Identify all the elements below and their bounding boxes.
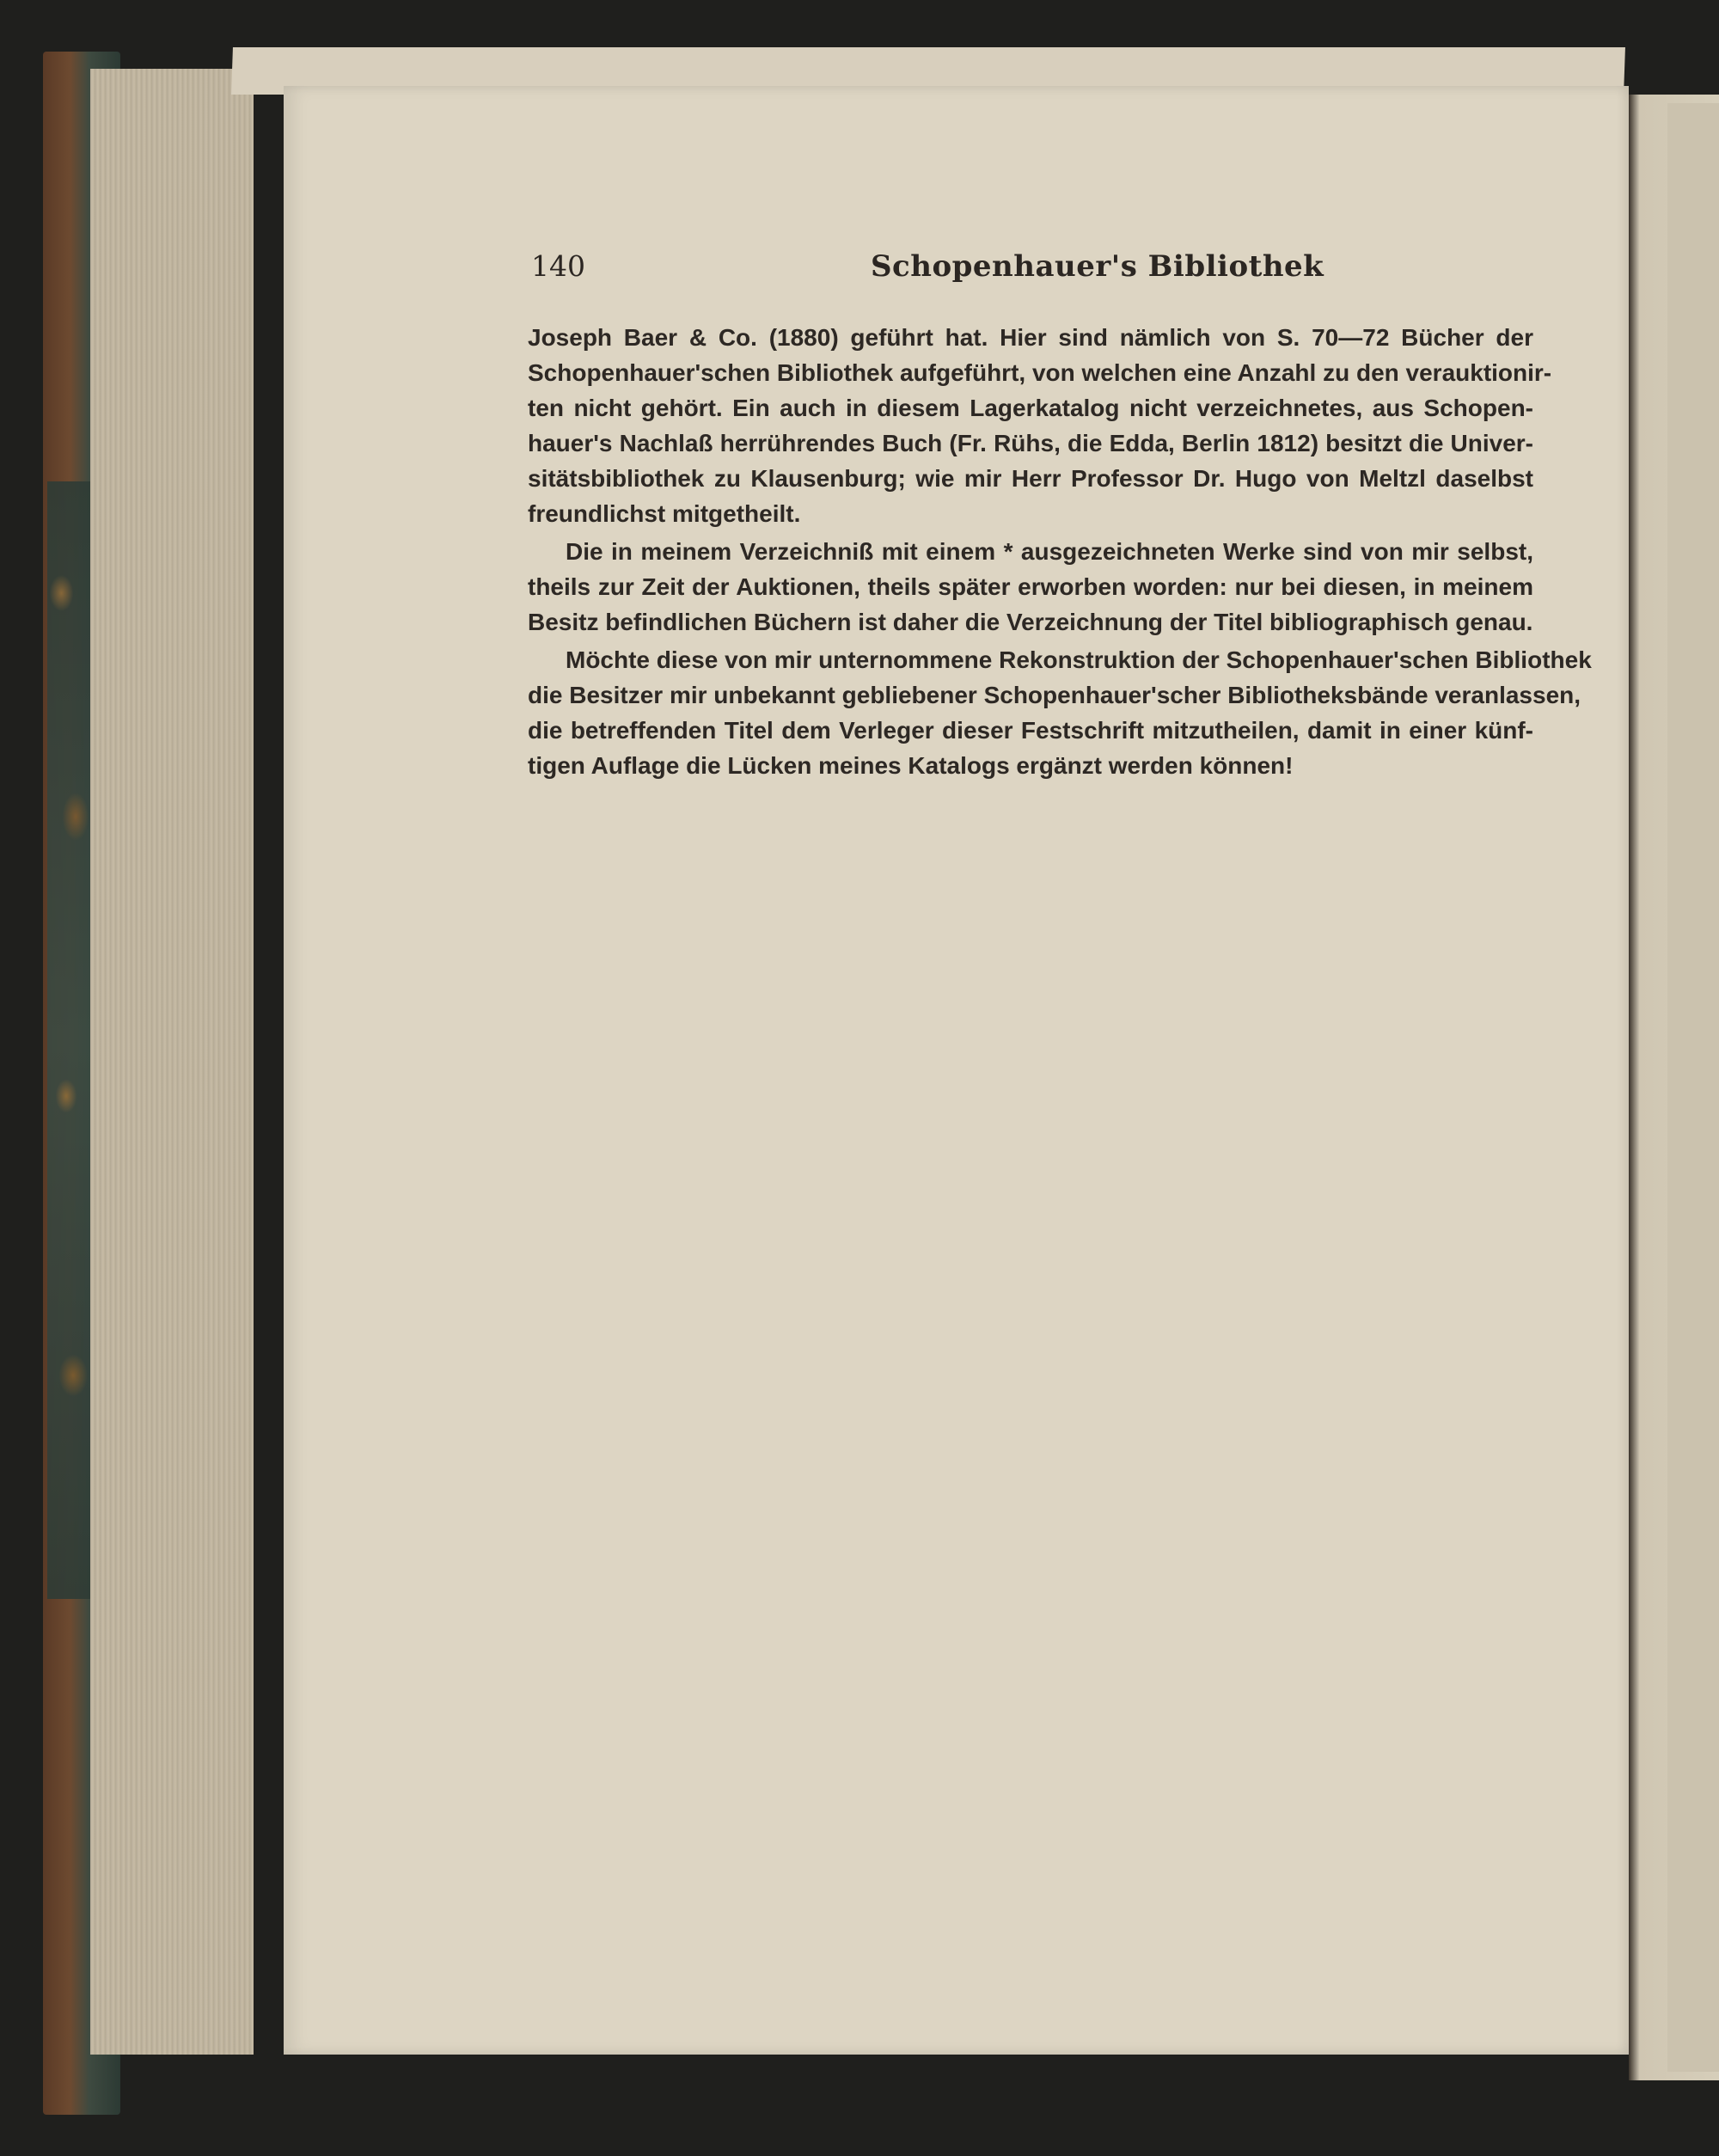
text-line: hauer's Nachlaß herrührendes Buch (Fr. Rühs, die Edda, Berlin 1812) besitzt die Univer-	[528, 430, 1533, 456]
marbled-cover-edge	[47, 481, 95, 1599]
running-title: Schopenhauer's Bibliothek	[871, 249, 1324, 284]
text-line: Schopenhauer'schen Bibliothek aufgeführt, von welchen eine Anzahl zu den verauktionir-	[528, 359, 1552, 386]
facing-page-strip	[1667, 103, 1719, 2072]
text-line: ten nicht gehört. Ein auch in diesem Lagerkatalog nicht verzeichnetes, aus Schopen-	[528, 395, 1533, 421]
page-header	[531, 249, 1532, 292]
text-line: die Besitzer mir unbekannt gebliebener Schopenhauer'scher Bibliotheksbände veranlassen,	[528, 682, 1581, 708]
text-line: Möchte diese von mir unternommene Rekonstruktion der Schopenhauer'schen Bibliothek	[566, 646, 1592, 673]
text-line: theils zur Zeit der Auktionen, theils später erworben worden: nur bei diesen, in meinem	[528, 573, 1533, 600]
text-line: tigen Auflage die Lücken meines Katalogs ergänzt werden können!	[528, 752, 1294, 779]
text-line: Die in meinem Verzeichniß mit einem * ausgezeichneten Werke sind von mir selbst,	[566, 538, 1533, 565]
body-text	[528, 320, 1592, 783]
text-line: die betreffenden Titel dem Verleger dieser Festschrift mitzutheilen, damit in einer künf-	[528, 717, 1533, 744]
text-line: Besitz befindlichen Büchern ist daher die Verzeichnung der Titel bibliographisch genau.	[528, 609, 1533, 635]
text-line: sitätsbibliothek zu Klausenburg; wie mir Herr Professor Dr. Hugo von Meltzl daselbst	[528, 465, 1533, 492]
text-line: Joseph Baer & Co. (1880) geführt hat. Hier sind nämlich von S. 70—72 Bücher der	[528, 324, 1533, 351]
page-number: 140	[531, 249, 585, 283]
page-stack-edge	[90, 69, 254, 2055]
text-line: freundlichst mitgetheilt.	[528, 500, 801, 527]
